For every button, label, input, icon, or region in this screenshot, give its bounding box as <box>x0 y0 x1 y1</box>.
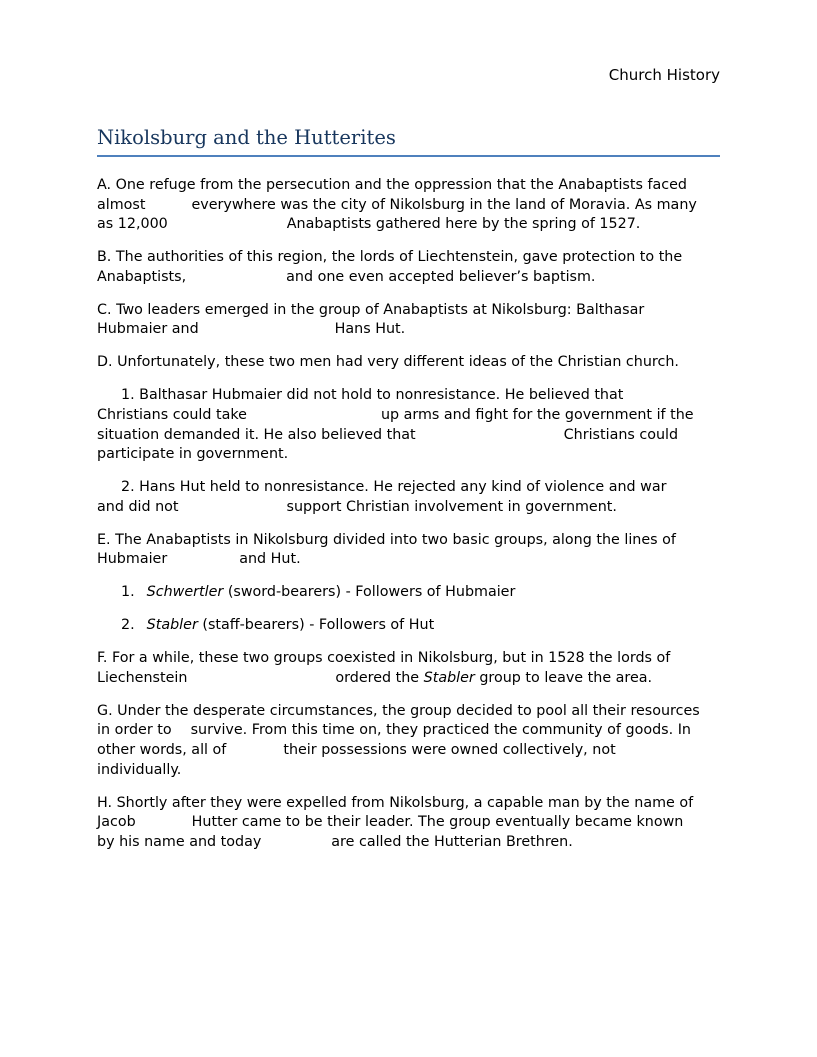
italic-term: Stabler <box>146 617 198 634</box>
paragraph-line: individually. <box>97 761 182 778</box>
paragraph-c <box>97 301 737 340</box>
paragraph-fragment: support Christian involvement in government. <box>286 498 617 515</box>
paragraph-line: A. One refuge from the persecution and the oppression that the Anabaptists faced <box>97 177 687 193</box>
paragraph-g <box>97 702 737 780</box>
paragraph-fragment: Liechenstein <box>97 669 188 686</box>
page-title: Nikolsburg and the Hutterites <box>97 126 396 149</box>
paragraph-fragment: Hubmaier <box>97 551 168 568</box>
paragraph-fragment: almost <box>97 196 146 213</box>
paragraph-a <box>97 176 737 235</box>
paragraph-fragment: survive. From this time on, they practiced the community of goods. In <box>190 722 691 739</box>
paragraph-fragment: Jacob <box>97 814 136 831</box>
paragraph-fragment: and did not <box>97 498 179 515</box>
paragraph-d2 <box>97 478 737 517</box>
paragraph-line: H. Shortly after they were expelled from Nikolsburg, a capable man by the name of <box>97 794 694 811</box>
paragraph-fragment: and Hut. <box>239 551 301 568</box>
paragraph-fragment: by his name and today <box>97 833 262 850</box>
paragraph-fragment: in order to <box>97 722 172 739</box>
paragraph-line: G. Under the desperate circumstances, the group decided to pool all their resources <box>97 702 700 719</box>
italic-term: Stabler <box>423 669 475 686</box>
paragraph-fragment: group to leave the area. <box>474 669 653 686</box>
paragraph-line: F. For a while, these two groups coexisted in Nikolsburg, but in 1528 the lords of <box>97 650 671 667</box>
list-text: (staff-bearers) - Followers of Hut <box>197 617 435 634</box>
paragraph-fragment: Hutter came to be their leader. The group eventually became known <box>191 814 684 831</box>
paragraph-fragment: their possessions were owned collectively, not <box>283 741 616 758</box>
paragraph-e <box>97 531 737 570</box>
paragraph-h <box>97 794 737 853</box>
paragraph-fragment: 2. Hans Hut held to nonresistance. He rejected any kind of violence and war <box>121 479 667 496</box>
paragraph-fragment: as 12,000 <box>97 216 168 233</box>
paragraph-fragment: Anabaptists, <box>97 268 187 285</box>
italic-term: Schwertler <box>146 584 224 601</box>
paragraph-fragment: 1. Balthasar Hubmaier did not hold to nonresistance. He believed that <box>121 387 624 404</box>
list-text: (sword-bearers) - Followers of Hubmaier <box>223 584 516 601</box>
paragraph-fragment: situation demanded it. He also believed that <box>97 426 416 443</box>
paragraph-fragment: other words, all of <box>97 741 227 758</box>
list-number: 2. <box>121 617 135 634</box>
paragraph-fragment: and one even accepted believer’s baptism. <box>286 268 596 285</box>
paragraph-line: E. The Anabaptists in Nikolsburg divided into two basic groups, along the lines of <box>97 531 676 548</box>
paragraph-d1 <box>97 386 737 464</box>
paragraph-d <box>97 353 737 373</box>
list-item-schwertler <box>97 583 737 603</box>
paragraph-b <box>97 248 737 287</box>
running-header: Church History <box>608 66 720 84</box>
paragraph-fragment: are called the Hutterian Brethren. <box>331 833 573 850</box>
paragraph-line: D. Unfortunately, these two men had very different ideas of the Christian church. <box>97 354 679 371</box>
paragraph-line: C. Two leaders emerged in the group of Anabaptists at Nikolsburg: Balthasar <box>97 301 645 318</box>
paragraph-fragment: ordered the <box>335 669 424 686</box>
paragraph-line: participate in government. <box>97 446 289 463</box>
list-number: 1. <box>121 584 135 601</box>
paragraph-fragment: Hubmaier and <box>97 321 199 338</box>
title-underline <box>97 155 720 157</box>
paragraph-fragment: Christians could <box>563 426 679 443</box>
paragraph-fragment: Hans Hut. <box>334 321 406 338</box>
list-item-stabler <box>97 616 737 636</box>
paragraph-fragment: everywhere was the city of Nikolsburg in the land of Moravia. As many <box>191 196 697 213</box>
document-body <box>97 176 737 866</box>
paragraph-f <box>97 649 737 688</box>
paragraph-fragment: up arms and fight for the government if the <box>380 406 694 423</box>
paragraph-fragment: Christians could take <box>97 406 247 423</box>
paragraph-line: B. The authorities of this region, the lords of Liechtenstein, gave protection to the <box>97 249 683 266</box>
paragraph-fragment: Anabaptists gathered here by the spring of 1527. <box>286 216 641 233</box>
